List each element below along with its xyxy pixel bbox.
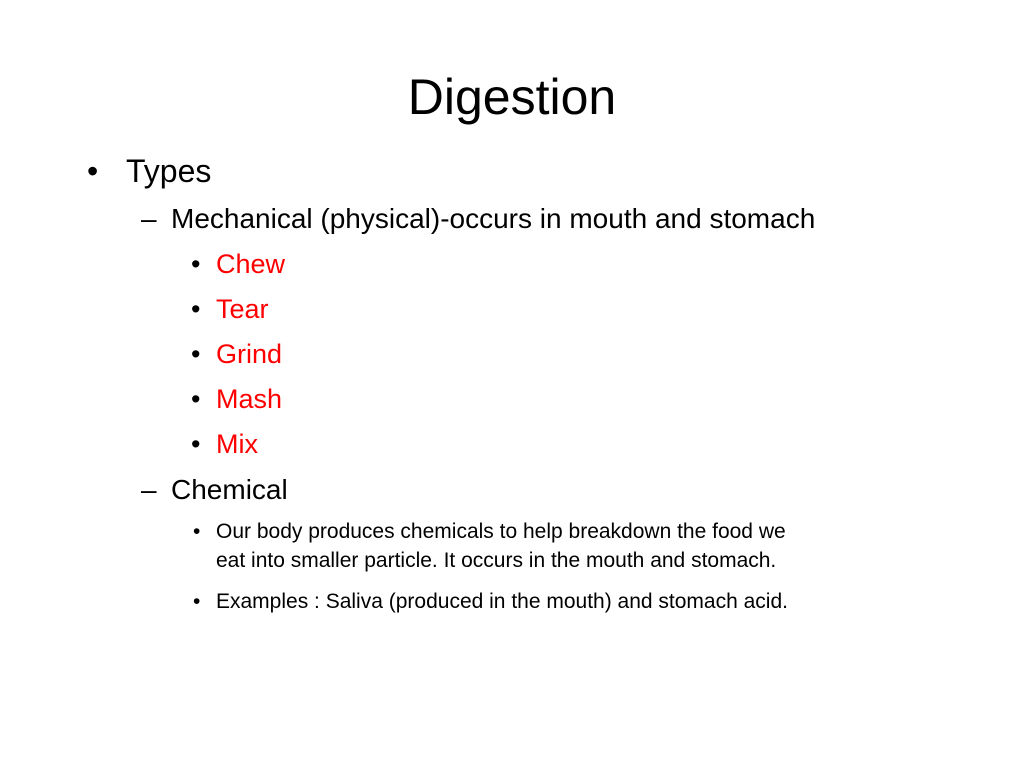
- chemical-heading: Chemical: [171, 474, 288, 505]
- list-item-mix: Mix: [216, 429, 258, 459]
- dash-marker: –: [141, 203, 157, 234]
- mechanical-heading: Mechanical (physical)-occurs in mouth and stomach: [171, 203, 816, 234]
- chemical-item-line: Examples : Saliva (produced in the mouth) and stomach acid.: [216, 590, 788, 613]
- types-heading: Types: [126, 153, 212, 189]
- list-item-grind: Grind: [216, 339, 283, 369]
- slide-title: Digestion: [407, 69, 617, 125]
- chemical-item-line: Our body produces chemicals to help breakdown the food we: [216, 520, 786, 543]
- list-item-tear: Tear: [216, 294, 269, 324]
- bullet-marker: •: [87, 153, 99, 189]
- list-item-mash: Mash: [216, 384, 283, 414]
- dash-marker: –: [141, 474, 157, 505]
- bullet-marker: •: [191, 294, 201, 324]
- bullet-marker: •: [191, 339, 201, 369]
- list-item-chew: Chew: [216, 249, 286, 279]
- bullet-marker: •: [193, 520, 201, 543]
- bullet-marker: •: [191, 429, 201, 459]
- chemical-item-line: eat into smaller particle. It occurs in the mouth and stomach.: [216, 549, 777, 572]
- bullet-marker: •: [193, 590, 201, 613]
- bullet-marker: •: [191, 384, 201, 414]
- bullet-marker: •: [191, 249, 201, 279]
